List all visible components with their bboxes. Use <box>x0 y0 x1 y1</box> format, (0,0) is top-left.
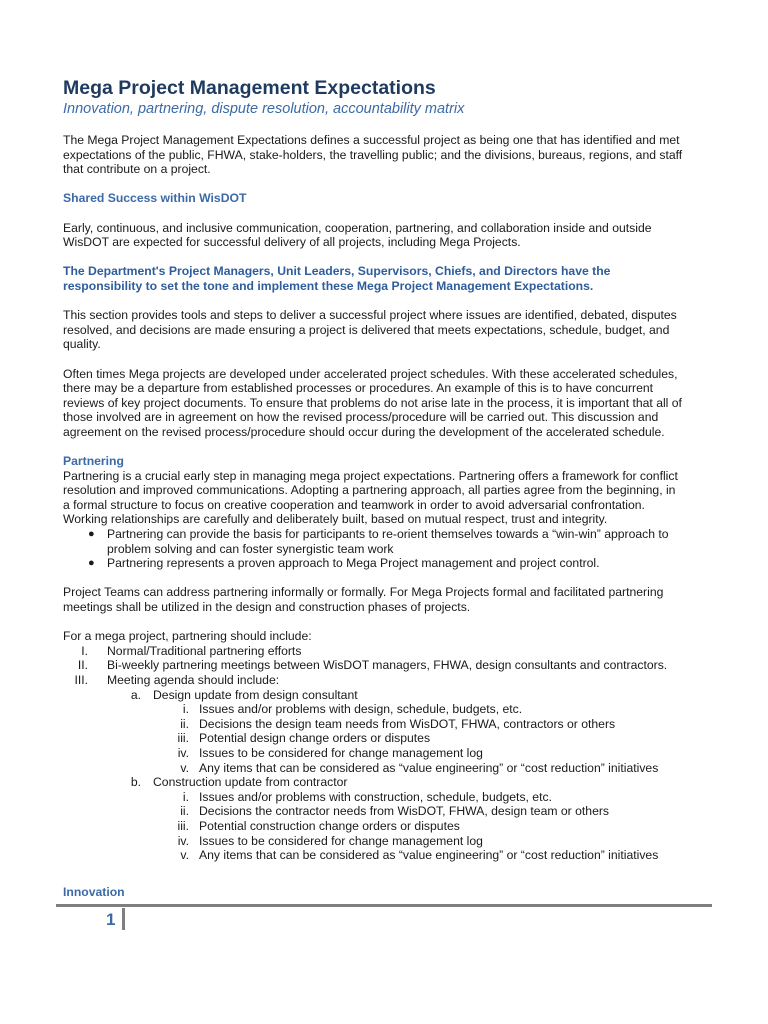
list-item <box>63 848 713 863</box>
heading-partnering: Partnering <box>63 454 124 469</box>
list-item <box>63 834 713 849</box>
paragraph-line: Project Teams can address partnering informally or formally. For Mega Projects formal and facilitated partnering <box>63 585 664 600</box>
list-item-text: Any items that can be considered as “value engineering” or “cost reduction” initiatives <box>199 760 659 775</box>
paragraph-line: those involved are in agreement on how the revised process/procedure will be carried out. This discussion and <box>63 410 659 425</box>
list-item-text: Normal/Traditional partnering efforts <box>107 643 302 658</box>
list-item <box>63 775 713 790</box>
paragraph-line: meetings shall be utilized in the design and construction phases of projects. <box>63 600 471 614</box>
list-item-text: Potential construction change orders or disputes <box>199 818 460 833</box>
list-item <box>63 644 713 659</box>
paragraph-line: there may be a departure from established processes or procedures. An example of this is to have concurrent <box>63 381 654 396</box>
list-item-text: Issues and/or problems with design, schedule, budgets, etc. <box>199 702 523 717</box>
list-item <box>63 673 713 688</box>
heading-line: responsibility to set the tone and implement these Mega Project Management Expectations. <box>63 278 594 293</box>
list-item-text: Issues to be considered for change management log <box>199 833 483 848</box>
footer-divider <box>56 904 712 907</box>
list-item <box>63 702 713 717</box>
list-item-text: Meeting agenda should include: <box>107 672 280 687</box>
partnering-paragraph <box>63 469 713 527</box>
list-item <box>63 746 713 761</box>
paragraph-line: quality. <box>63 337 101 352</box>
bullet-icon: ● <box>88 528 95 541</box>
page-number: 1 <box>106 910 116 929</box>
intro-line: expectations of the public, FHWA, stake-holders, the travelling public; and the divisions, bureaus, regions, and staff <box>63 147 683 162</box>
tools-paragraph <box>63 308 713 352</box>
list-item <box>63 731 713 746</box>
list-item <box>63 527 713 556</box>
list-item-number: III. <box>74 672 88 687</box>
paragraph-line: reviews of key project documents. To ensure that problems do not arise late in the process, it is important that all of <box>63 395 682 410</box>
list-item-text: Decisions the contractor needs from WisDOT, FHWA, design team or others <box>199 804 609 819</box>
list-item-text: Issues to be considered for change management log <box>199 745 483 760</box>
paragraph-line: Partnering is a crucial early step in managing mega project expectations. Partnering offers a framework for conflict <box>63 468 678 483</box>
heading-department-responsibility <box>63 264 713 293</box>
bullet-icon: ● <box>88 557 95 570</box>
list-item-text: Any items that can be considered as “value engineering” or “cost reduction” initiatives <box>199 848 659 863</box>
list-item-number: iv. <box>177 833 189 848</box>
paragraph-line: a formal structure to focus on creative cooperation and teamwork in order to avoid adversarial confrontation. <box>63 497 645 512</box>
shared-success-paragraph <box>63 221 713 250</box>
list-item-text: Construction update from contractor <box>153 775 348 790</box>
list-item-text: Decisions the design team needs from WisDOT, FHWA, contractors or others <box>199 716 616 731</box>
partnering-outline-list <box>63 644 713 863</box>
paragraph-line: This section provides tools and steps to deliver a successful project where issues are identified, debated, disputes <box>63 308 677 323</box>
intro-line: that contribute on a project. <box>63 162 211 177</box>
accelerated-schedule-paragraph <box>63 367 713 440</box>
heading-shared-success: Shared Success within WisDOT <box>63 191 247 206</box>
list-item-number: iv. <box>177 745 189 760</box>
heading-innovation: Innovation <box>63 885 125 899</box>
list-item-number: i. <box>182 789 189 804</box>
list-item-number: v. <box>180 760 189 775</box>
list-item-number: i. <box>182 702 189 717</box>
list-item <box>63 790 713 805</box>
heading-line: The Department's Project Managers, Unit Leaders, Supervisors, Chiefs, and Directors have the <box>63 264 611 279</box>
list-item <box>63 688 713 703</box>
document-subtitle: Innovation, partnering, dispute resolution, accountability matrix <box>63 101 465 117</box>
document-title: Mega Project Management Expectations <box>63 77 436 99</box>
paragraph-line: WisDOT are expected for successful delivery of all projects, including Mega Projects. <box>63 235 521 250</box>
project-teams-paragraph <box>63 585 713 614</box>
page-number-divider <box>122 908 125 930</box>
list-item-number: I. <box>81 643 88 658</box>
paragraph-line: resolved, and decisions are made ensuring a project is delivered that meets expectations, schedule, budget, and <box>63 322 670 337</box>
list-item <box>63 556 713 571</box>
list-item-text: Bi-weekly partnering meetings between WisDOT managers, FHWA, design consultants and contractors. <box>107 658 668 673</box>
list-item-number: II. <box>77 658 88 673</box>
list-item-number: ii. <box>180 804 189 819</box>
list-item <box>63 819 713 834</box>
list-item-text: Potential design change orders or disputes <box>199 731 431 746</box>
list-item-number: iii. <box>177 731 189 746</box>
paragraph-line: Often times Mega projects are developed under accelerated project schedules. With these accelerated schedules, <box>63 366 678 381</box>
list-item-line: problem solving and can foster synergistic team work <box>107 541 394 556</box>
paragraph-line: Early, continuous, and inclusive communication, cooperation, partnering, and collaboration inside and outside <box>63 220 652 235</box>
list-item-number: a. <box>130 687 141 702</box>
list-item-line: Partnering represents a proven approach to Mega Project management and project control. <box>107 556 600 571</box>
intro-paragraph <box>63 133 713 177</box>
list-item <box>63 761 713 776</box>
document-page <box>63 76 713 877</box>
list-item <box>63 658 713 673</box>
list-item-text: Issues and/or problems with construction, schedule, budgets, etc. <box>199 789 552 804</box>
list-item-number: v. <box>180 848 189 863</box>
list-item-number: b. <box>130 775 141 790</box>
list-item-line: Partnering can provide the basis for participants to re-orient themselves towards a “win-win” approach to <box>107 527 669 542</box>
list-item-number: iii. <box>177 818 189 833</box>
paragraph-line: Working relationships are carefully and deliberately built, based on mutual respect, trust and integrity. <box>63 512 608 527</box>
list-item <box>63 717 713 732</box>
paragraph-line: agreement on the revised process/procedure should occur during the development of the accelerated schedule. <box>63 424 665 439</box>
intro-line: The Mega Project Management Expectations defines a successful project as being one that has identified and met <box>63 133 680 147</box>
partnering-bullet-list <box>63 527 713 571</box>
partnering-include-intro: For a mega project, partnering should include: <box>63 629 312 644</box>
list-item-text: Design update from design consultant <box>153 687 358 702</box>
list-item-number: ii. <box>180 716 189 731</box>
paragraph-line: resolution and improved communications. Adopting a partnering approach, all parties agree from the beginning, in <box>63 483 676 498</box>
list-item <box>63 804 713 819</box>
